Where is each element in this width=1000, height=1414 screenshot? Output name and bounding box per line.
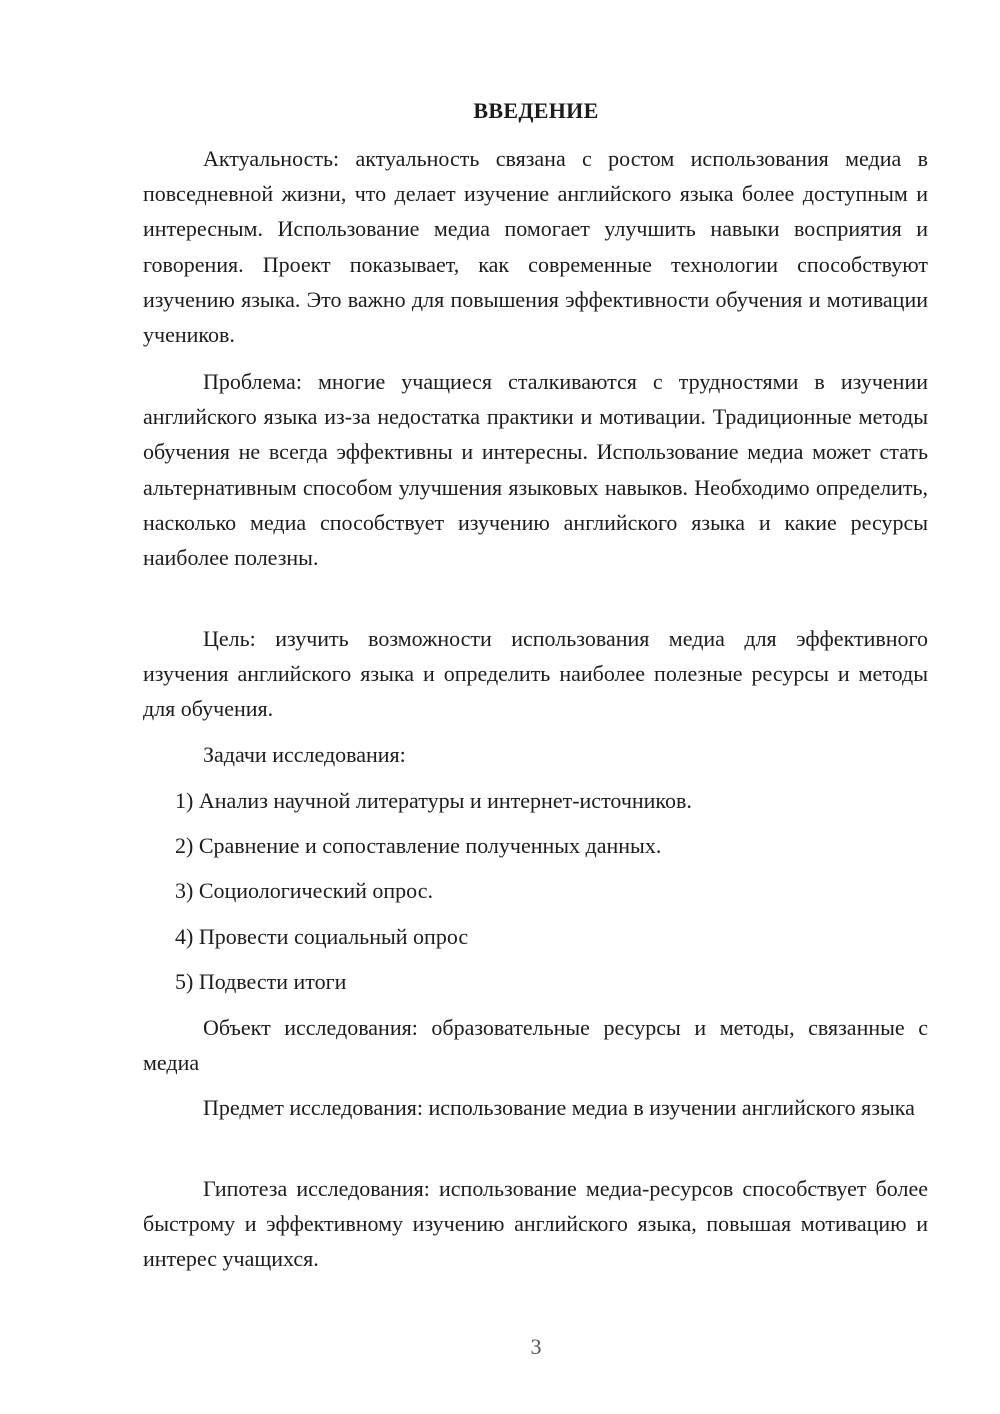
- page-number: 3: [530, 1334, 542, 1359]
- relevance-paragraph: Актуальность: актуальность связана с ростом использования медиа в повседневной жизни, что делает изучение английского языка более доступным и интересным. Использование медиа помогает улучшить навыки восприятия и говорения. Проект показывает, как современные технологии способствуют изучению языка. Это важно для повышения эффективности обучения и мотивации учеников.: [143, 146, 928, 348]
- tasks-title: Задачи исследования:: [203, 742, 406, 767]
- page-title: ВВЕДЕНИЕ: [473, 98, 599, 123]
- task-item-2: 2) Сравнение и сопоставление полученных данных.: [175, 833, 662, 858]
- goal-paragraph: Цель: изучить возможности использования медиа для эффективного изучения английского языка и определить наиболее полезные ресурсы и методы для обучения.: [143, 626, 928, 722]
- subject-paragraph: Предмет исследования: использование медиа в изучении английского языка: [203, 1095, 915, 1120]
- problem-paragraph: Проблема: многие учащиеся сталкиваются с трудностями в изучении английского языка из-за недостатка практики и мотивации. Традиционные методы обучения не всегда эффективны и интересны. Использование медиа может стать альтернативным способом улучшения языковых навыков. Необходимо определить, насколько медиа способствует изучению английского языка и какие ресурсы наиболее полезны.: [143, 369, 928, 571]
- hypothesis-paragraph: Гипотеза исследования: использование медиа-ресурсов способствует более быстрому и эффективному изучению английского языка, повышая мотивацию и интерес учащихся.: [143, 1176, 928, 1272]
- task-item-5: 5) Подвести итоги: [175, 969, 347, 994]
- task-item-1: 1) Анализ научной литературы и интернет-источников.: [175, 788, 692, 813]
- object-paragraph: Объект исследования: образовательные ресурсы и методы, связанные с медиа: [143, 1015, 928, 1076]
- task-item-3: 3) Социологический опрос.: [175, 878, 433, 903]
- task-item-4: 4) Провести социальный опрос: [175, 924, 469, 949]
